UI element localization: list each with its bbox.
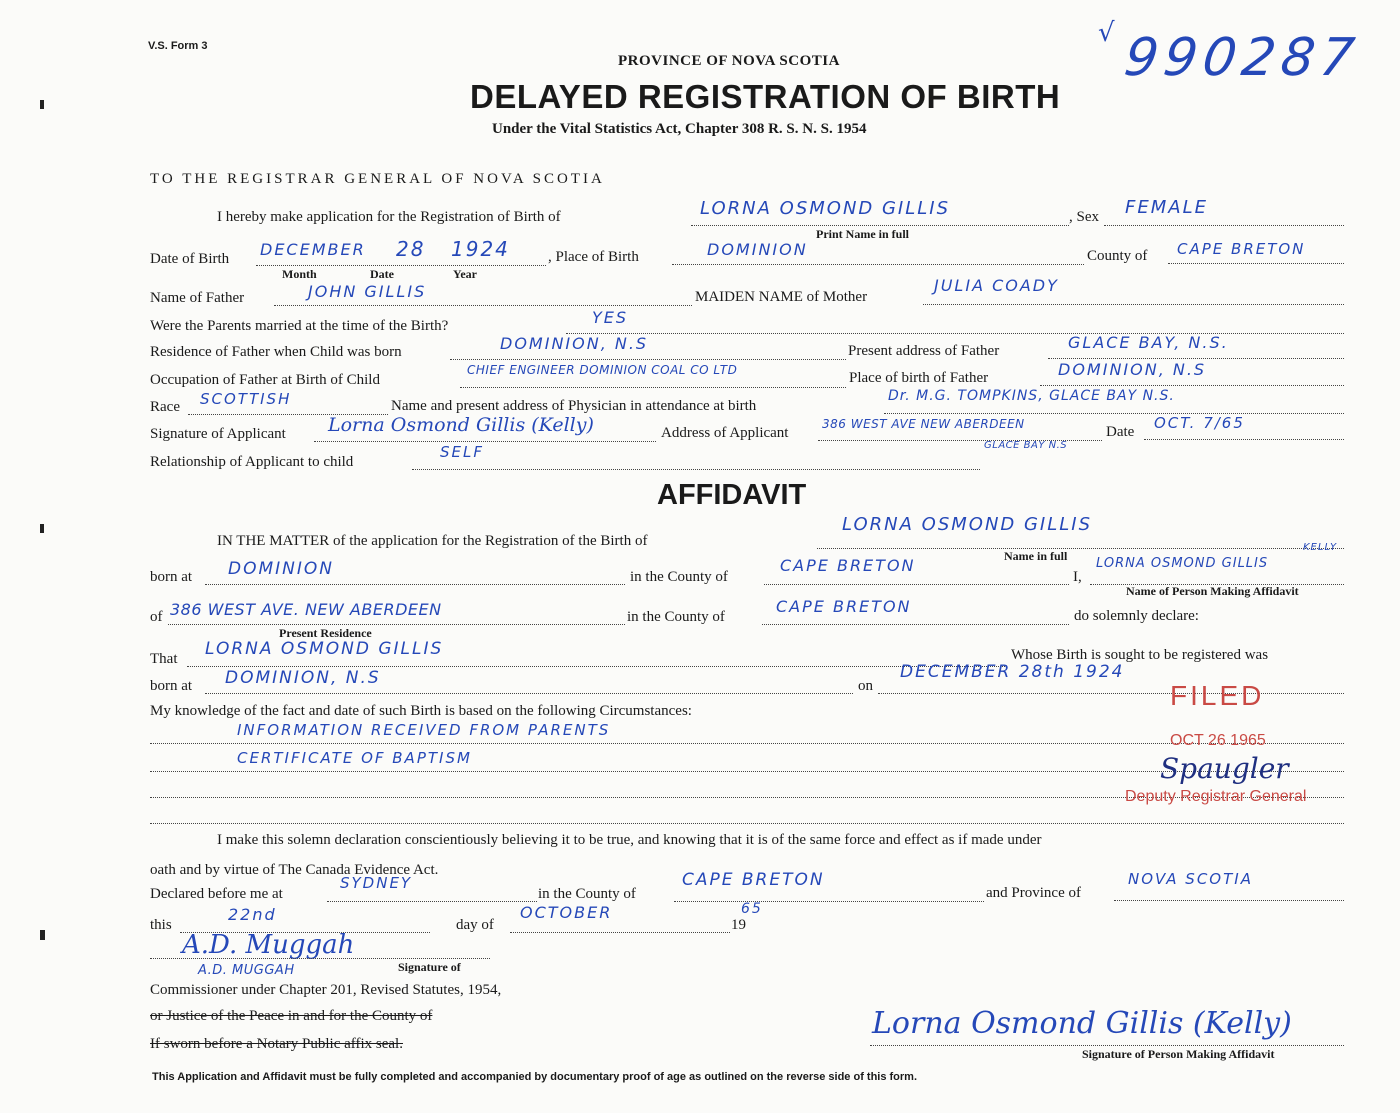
field-underline: [764, 584, 1069, 585]
whose-label: Whose Birth is sought to be registered was: [1011, 647, 1269, 663]
field-underline: [168, 624, 625, 625]
married-label: Were the Parents married at the time of the Birth?: [150, 318, 449, 334]
father-residence-value: DOMINION, N.S: [500, 334, 649, 353]
month-value: OCTOBER: [520, 903, 613, 922]
act-subtitle: Under the Vital Statistics Act, Chapter 308 R. S. N. S. 1954: [492, 121, 867, 137]
father-birthplace-label: Place of birth of Father: [849, 370, 989, 386]
pob-value: DOMINION: [707, 240, 808, 259]
day-number-value: 22nd: [228, 905, 277, 924]
mother-value: JULIA COADY: [934, 276, 1059, 295]
field-underline: [187, 666, 1007, 667]
sex-label: , Sex: [1069, 209, 1099, 225]
field-underline: [460, 387, 846, 388]
province-label: and Province of: [986, 885, 1081, 901]
i-label: I,: [1073, 569, 1082, 585]
field-underline: [674, 901, 984, 902]
res-county-value: CAPE BRETON: [776, 597, 912, 616]
field-underline: [314, 441, 656, 442]
field-underline: [1048, 358, 1344, 359]
field-underline: [327, 901, 537, 902]
sex-value: FEMALE: [1125, 197, 1208, 218]
year-suffix-value: 65: [741, 901, 763, 917]
father-birthplace-value: DOMINION, N.S: [1058, 360, 1207, 379]
residence-value: 386 WEST AVE. NEW ABERDEEN: [170, 600, 442, 619]
print-name-caption: Print Name in full: [816, 227, 909, 241]
circumstance-2: CERTIFICATE OF BAPTISM: [237, 749, 472, 767]
year-caption: Year: [453, 267, 477, 281]
field-underline: [450, 359, 846, 360]
physician-value: Dr. M.G. TOMPKINS, GLACE BAY N.S.: [888, 388, 1175, 404]
date-caption: Date: [370, 267, 394, 281]
form-number: V.S. Form 3: [148, 40, 208, 52]
field-underline: [691, 225, 1069, 226]
filed-stamp-date: OCT 26 1965: [1170, 732, 1266, 749]
dob-day-value: 28: [396, 237, 426, 261]
field-underline: [510, 932, 730, 933]
applicant-address-label: Address of Applicant: [661, 425, 789, 441]
name-full-caption: Name in full: [1004, 549, 1068, 563]
binder-hole: [40, 100, 44, 109]
circumstance-1: INFORMATION RECEIVED FROM PARENTS: [237, 721, 611, 739]
occupation-value: CHIEF ENGINEER DOMINION COAL CO LTD: [467, 363, 738, 377]
matter-label: IN THE MATTER of the application for the Registration of the Birth of: [217, 533, 648, 549]
race-label: Race: [150, 399, 180, 415]
addressee-line: TO THE REGISTRAR GENERAL OF NOVA SCOTIA: [150, 171, 605, 187]
that-label: That: [150, 651, 178, 667]
province-value: NOVA SCOTIA: [1128, 870, 1253, 888]
county-label: County of: [1087, 248, 1148, 264]
child-name-value: LORNA OSMOND GILLIS: [700, 198, 951, 219]
person-kelly-value: KELLY: [1303, 542, 1338, 553]
declare-label: do solemnly declare:: [1074, 608, 1199, 624]
knowledge-label: My knowledge of the fact and date of such Birth is based on the following Circumstances:: [150, 703, 692, 719]
pob-label: , Place of Birth: [548, 249, 639, 265]
person-value: LORNA OSMOND GILLIS: [1096, 556, 1269, 571]
field-underline: [672, 264, 1084, 265]
that-name-value: LORNA OSMOND GILLIS: [205, 639, 444, 659]
born-county-value: CAPE BRETON: [780, 556, 916, 575]
field-underline: [150, 823, 1344, 824]
born-at-value: DOMINION: [228, 559, 334, 579]
application-date-value: OCT. 7/65: [1154, 414, 1245, 432]
declared-at-value: SYDNEY: [340, 874, 413, 892]
this-label: this: [150, 917, 172, 933]
field-underline: [1168, 263, 1344, 264]
relationship-label: Relationship of Applicant to child: [150, 454, 354, 470]
province-heading: PROVINCE OF NOVA SCOTIA: [618, 53, 840, 69]
application-date-label: Date: [1106, 424, 1135, 440]
field-underline: [205, 693, 853, 694]
present-address-label: Present address of Father: [848, 343, 1000, 359]
filed-stamp-text: FILED: [1170, 680, 1265, 711]
document-title: DELAYED REGISTRATION OF BIRTH: [470, 78, 1061, 115]
declared-county-label: in the County of: [538, 886, 636, 902]
occupation-label: Occupation of Father at Birth of Child: [150, 372, 380, 388]
born-at2-label: born at: [150, 678, 193, 694]
person-caption: Name of Person Making Affidavit: [1126, 584, 1299, 598]
mother-label: MAIDEN NAME of Mother: [695, 289, 868, 305]
commissioner-print: A.D. MUGGAH: [198, 963, 295, 978]
field-underline: [1104, 225, 1344, 226]
field-underline: [1040, 385, 1344, 386]
year-prefix: 19: [731, 917, 746, 933]
binder-hole: [40, 930, 45, 940]
matter-name-value: LORNA OSMOND GILLIS: [842, 514, 1093, 535]
physician-label: Name and present address of Physician in attendance at birth: [391, 398, 757, 414]
field-underline: [817, 548, 1344, 549]
affiant-caption: Signature of Person Making Affidavit: [1082, 1047, 1275, 1061]
applicant-signature: Lorna Osmond Gillis (Kelly): [328, 414, 594, 436]
born-at2-value: DOMINION, N.S: [225, 668, 381, 688]
born-at-label: born at: [150, 569, 193, 585]
month-caption: Month: [282, 267, 317, 281]
commissioner-line: Commissioner under Chapter 201, Revised Statutes, 1954,: [150, 982, 502, 998]
applicant-signature-label: Signature of Applicant: [150, 426, 286, 442]
declared-label: Declared before me at: [150, 886, 283, 902]
race-value: SCOTTISH: [200, 390, 292, 408]
notary-line: If sworn before a Notary Public affix seal.: [150, 1036, 403, 1052]
in-county-label: in the County of: [630, 569, 728, 585]
field-underline: [412, 469, 980, 470]
binder-hole: [40, 524, 44, 533]
solemn-declaration-line2: oath and by virtue of The Canada Evidence Act.: [150, 862, 439, 878]
field-underline: [870, 1045, 1344, 1046]
signature-of-caption: Signature of: [398, 960, 461, 974]
field-underline: [256, 265, 546, 266]
solemn-declaration-line1: I make this solemn declaration conscientiously believing it to be true, and knowing that it is of the same force and effect as if made under: [217, 832, 1042, 848]
field-underline: [923, 304, 1344, 305]
dob-year-value: 1924: [451, 237, 510, 261]
dob-label: Date of Birth: [150, 251, 230, 267]
field-underline: [150, 958, 490, 959]
affiant-signature: Lorna Osmond Gillis (Kelly): [872, 1006, 1292, 1041]
of-label: of: [150, 609, 163, 625]
applicant-address-line2: GLACE BAY N.S: [984, 440, 1068, 451]
justice-line: or Justice of the Peace in and for the County of: [150, 1008, 433, 1024]
field-underline: [1144, 439, 1344, 440]
declared-county-value: CAPE BRETON: [682, 870, 825, 890]
father-label: Name of Father: [150, 290, 245, 306]
married-value: YES: [592, 308, 629, 327]
footer-instructions: This Application and Affidavit must be fully completed and accompanied by documentary proof of age as outlined on the reverse side of this form.: [152, 1071, 918, 1083]
born-on-value: DECEMBER 28th 1924: [900, 662, 1125, 682]
field-underline: [205, 584, 625, 585]
residence-caption: Present Residence: [279, 626, 372, 640]
affidavit-heading: AFFIDAVIT: [657, 479, 807, 511]
commissioner-signature: A.D. Muggah: [182, 930, 355, 960]
field-underline: [884, 413, 1344, 414]
res-county-label: in the County of: [627, 609, 725, 625]
registration-number: 990287: [1120, 28, 1364, 88]
field-underline: [274, 305, 692, 306]
registrar-signature: Spaugler: [1160, 752, 1289, 785]
application-intro-label: I hereby make application for the Registration of Birth of: [217, 209, 561, 225]
field-underline: [762, 624, 1069, 625]
applicant-address-value: 386 WEST AVE NEW ABERDEEN: [822, 417, 1025, 431]
present-address-value: GLACE BAY, N.S.: [1068, 333, 1229, 352]
on-label: on: [858, 678, 873, 694]
registrar-title: Deputy Registrar General: [1125, 788, 1307, 805]
father-residence-label: Residence of Father when Child was born: [150, 344, 402, 360]
relationship-value: SELF: [440, 443, 484, 461]
father-value: JOHN GILLIS: [308, 282, 427, 301]
check-mark-icon: √: [1098, 18, 1115, 48]
day-of-label: day of: [456, 917, 494, 933]
filed-stamp: [1125, 680, 1335, 810]
field-underline: [1114, 900, 1344, 901]
county-value: CAPE BRETON: [1177, 240, 1306, 258]
dob-month-value: DECEMBER: [260, 240, 366, 259]
